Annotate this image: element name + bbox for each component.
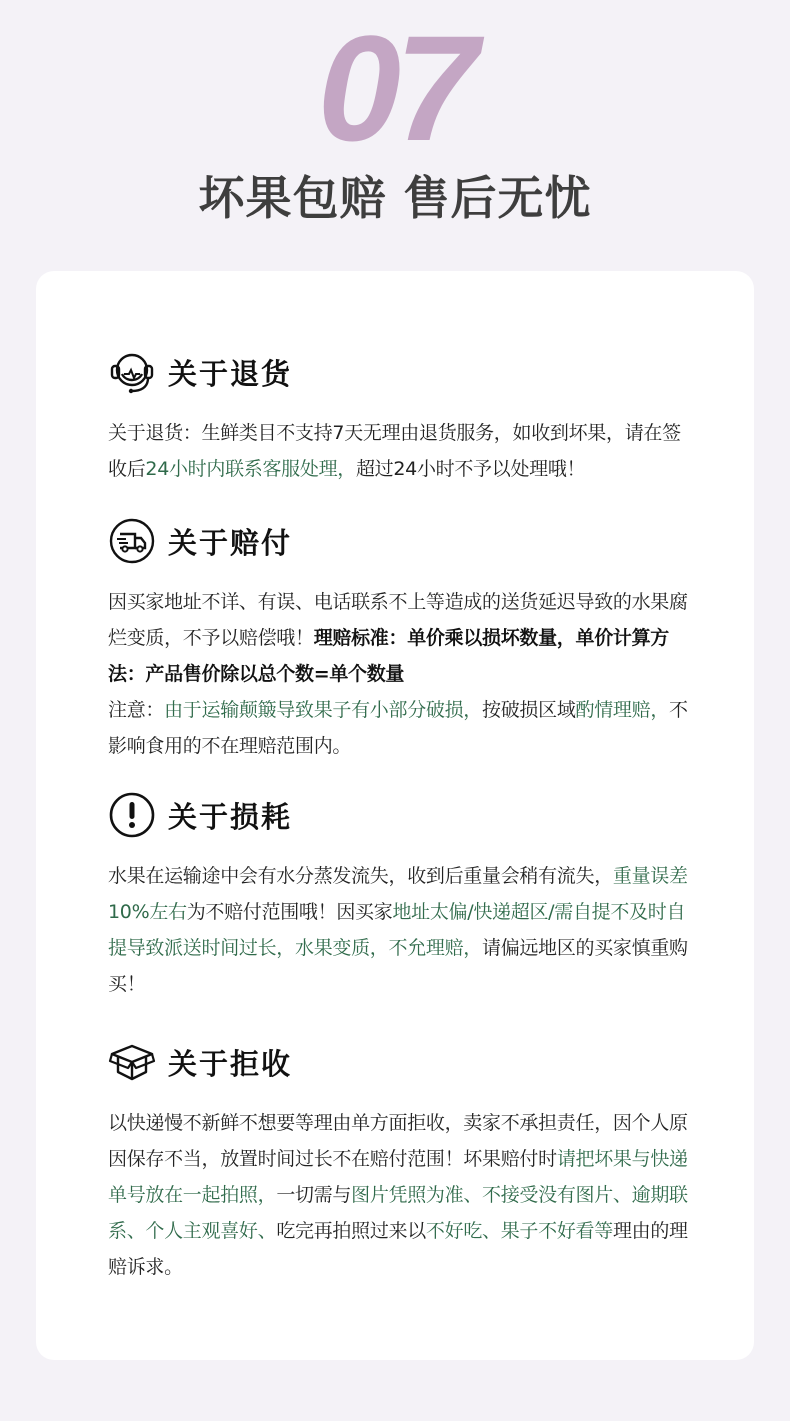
section-compensation <box>108 516 688 764</box>
section-number: 07 <box>317 4 473 172</box>
open-box-icon <box>108 1038 156 1086</box>
text-run: 按破损区域 <box>482 699 576 721</box>
text-run: 一切需与 <box>276 1184 352 1206</box>
text-run: 关于退货：生鲜类目不支持7天无理由退货服务，如收到坏果，请在签收后 <box>108 422 681 480</box>
section-header <box>108 516 688 566</box>
section-loss <box>108 790 688 1002</box>
text-run: 吃完再拍照过来以 <box>276 1220 426 1242</box>
highlight-text: 由于运输颠簸导致果子有小部分破损， <box>164 699 483 721</box>
text-run: 水果在运输途中会有水分蒸发流失，收到后重量会稍有流失， <box>108 865 613 887</box>
highlight-text: 图片凭照为准、不接受没有图片、逾期联系、个人主观喜好、 <box>108 1184 688 1242</box>
text-run: 不影响食用的不在理赔范围内。 <box>108 699 688 757</box>
section-title: 关于退货 <box>168 356 293 391</box>
section-header <box>108 347 688 397</box>
policy-card <box>36 271 754 1360</box>
headset-icon <box>108 348 156 396</box>
paragraph <box>108 584 688 692</box>
text-run: 注意： <box>108 699 165 721</box>
section-rejection <box>108 1037 688 1285</box>
text-run: 以快递慢不新鲜不想要等理由单方面拒收，卖家不承担责任，因个人原因保存不当，放置时间过长不在赔付范围！坏果赔付时 <box>108 1112 688 1170</box>
paragraph <box>108 415 688 487</box>
text-run: 因买家地址不详、有误、电话联系不上等造成的送货延迟导致的水果腐烂变质，不予以赔偿哦！ <box>108 591 688 649</box>
section-text <box>108 1105 688 1285</box>
paragraph <box>108 858 688 1002</box>
section-text <box>108 415 688 487</box>
bold-text: 理赔标准：单价乘以损坏数量，单价计算方法：产品售价除以总个数=单个数量 <box>108 627 670 685</box>
highlight-text: 请把坏果与快递单号放在一起拍照， <box>108 1148 688 1206</box>
section-text <box>108 584 688 764</box>
highlight-text: 地址太偏/快递超区/需自提不及时自提导致派送时间过长，水果变质，不允理赔， <box>108 901 686 959</box>
text-run: 超过24小时不予以处理哦！ <box>355 458 586 480</box>
paragraph <box>108 692 688 764</box>
highlight-text: 酌情理赔， <box>575 699 670 721</box>
section-title: 关于损耗 <box>168 799 293 834</box>
page-title: 坏果包赔 售后无忧 <box>198 171 592 225</box>
exclamation-circle-icon <box>108 791 156 839</box>
section-header <box>108 1037 688 1087</box>
text-run: 请偏远地区的买家慎重购买！ <box>108 937 688 995</box>
text-run: 为不赔付范围哦！因买家 <box>186 901 393 923</box>
section-text <box>108 858 688 1002</box>
highlight-text: 不好吃、果子不好看等 <box>425 1220 613 1242</box>
section-title: 关于拒收 <box>168 1046 293 1081</box>
paragraph <box>108 1105 688 1285</box>
section-returns <box>108 347 688 487</box>
section-header <box>108 790 688 840</box>
highlight-text: 重量误差10%左右 <box>108 865 688 923</box>
text-run: 理由的理赔诉求。 <box>108 1220 688 1278</box>
highlight-text: 24小时内联系客服处理， <box>145 458 356 480</box>
delivery-truck-icon <box>108 517 156 565</box>
section-title: 关于赔付 <box>168 525 293 560</box>
